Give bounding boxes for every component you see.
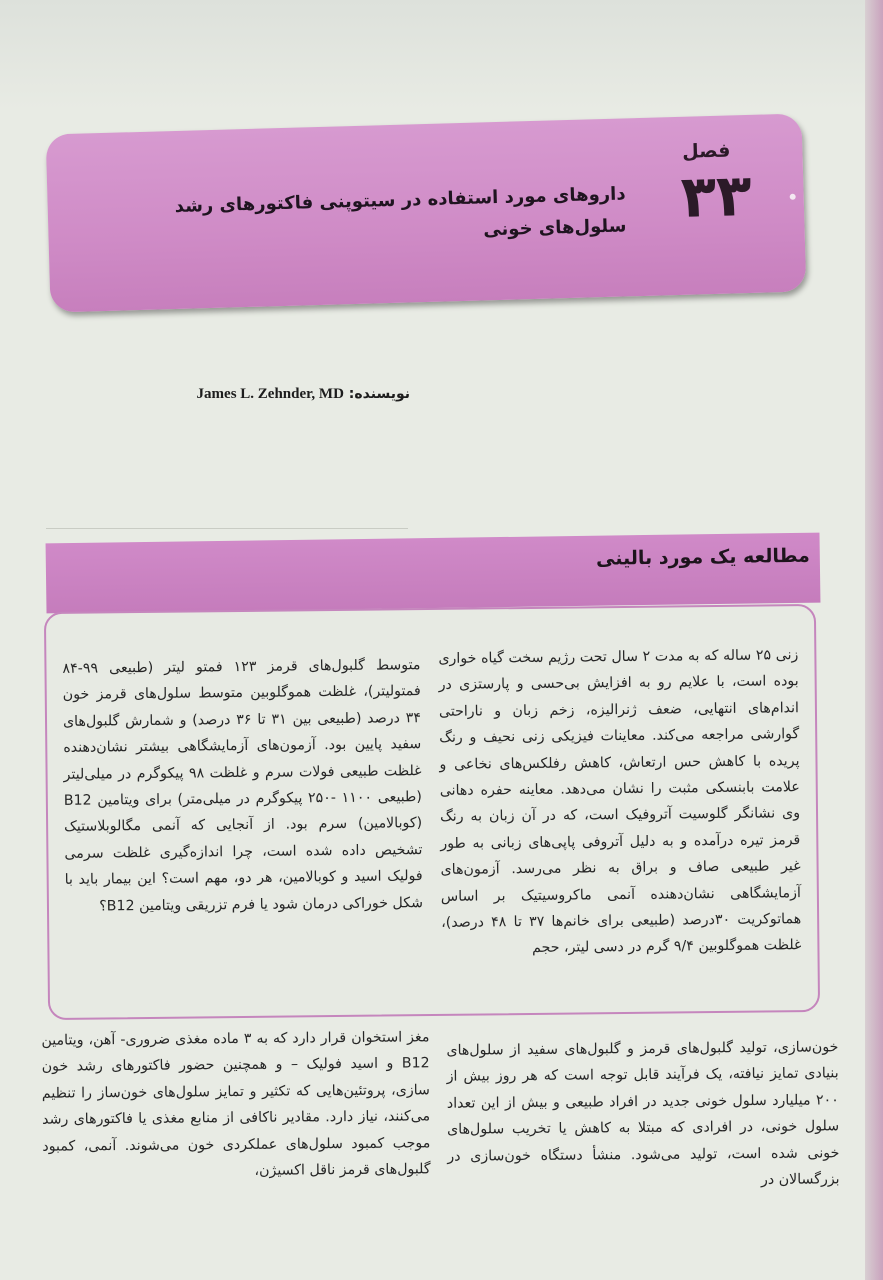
author-label: نویسنده: — [348, 386, 410, 402]
page-edge — [865, 0, 883, 1280]
divider — [46, 528, 408, 529]
case-study-box — [44, 604, 820, 1020]
case-study-text-right: زنی ۲۵ ساله که به مدت ۲ سال تحت رژیم سخت گیاه خواری بوده است، با علایم رو به افزایش بی‌حسی و پارستزی در اندام‌های انتهایی، ضعف ژنرالیزه، زخم زبان و ناراحتی گوارشی مراجعه می‌کند. معاینات فیزیکی زنی نحیف و رنگ پریده با کاهش حس ارتعاش، کاهش رفلکس‌های نخاعی و علامت بابنسکی مثبت را نشان می‌دهد. معاینه حفره دهانی وی نشانگر گلوسیت آتروفیک است، که در آن زبان به رنگ قرمز تیره درآمده و به دلیل آتروفی پاپی‌های زبانی به طور غیر طبیعی صاف و براق به نظر می‌رسد. آزمون‌های آزمایشگاهی نشان‌دهنده آنمی ماکروسیتیک بر اساس هماتوکریت ۳۰درصد (طبیعی برای خانم‌ها ۳۷ تا ۴۸ درصد)، غلظت هموگلوبین ۹/۴ گرم در دسی لیتر، حجم — [438, 647, 802, 957]
case-study-left-column — [62, 652, 423, 920]
chapter-title: داروهای مورد استفاده در سیتوپنی فاکتورهای رشد سلول‌های خونی — [174, 183, 627, 241]
case-study-text-left: متوسط گلبول‌های قرمز ۱۲۳ فمتو لیتر (طبیعی ۹۹-۸۴ فمتولیتر)، غلظت هموگلوبین متوسط سلول‌های قرمز خون ۳۴ درصد (طبیعی بین ۳۱ تا ۳۶ درصد) و شمارش گلبول‌های سفید پایین بود. آزمون‌های آزمایشگاهی بیشتر نشان‌دهنده غلظت طبیعی فولات سرم و غلظت ۹۸ پیکوگرم در میلی‌لیتر (طبیعی ۱۱۰۰ -۲۵۰ پیکوگرم در میلی‌متر) برای ویتامین B12 (کوبالامین) سرم بود. از آنجایی که آنمی مگالوبلاستیک تشخیص داده شده است، چرا اندازه‌گیری غلظت سرمی فولیک اسید و کوبالامین، هر دو، مهم است؟ این بیمار باید با شکل خوراکی درمان شود یا فرم تزریقی ویتامین B12؟ — [62, 657, 424, 915]
body-text-left: مغز استخوان قرار دارد که به ۳ ماده مغذی ضروری- آهن، ویتامین B12 و اسید فولیک – و همچنین حضور فاکتورهای رشد خون سازی، پروتئین‌هایی که تکثیر و تمایز سلول‌های خون‌ساز را تنظیم می‌کنند، نیاز دارد. مقادیر ناکافی از منابع مغذی یا فاکتورهای رشد موجب کمبود سلول‌های عملکردی خون می‌شوند. آنمی، کمبود گلبول‌های قرمز ناقل اکسیژن، — [41, 1029, 431, 1179]
case-study-right-column — [438, 642, 801, 963]
chapter-banner — [46, 113, 807, 312]
author-line — [170, 386, 410, 403]
body-right-column — [446, 1034, 839, 1196]
case-study-header — [46, 533, 821, 614]
banner-dot — [790, 194, 796, 200]
author-name: James L. Zehnder, MD — [196, 386, 344, 402]
chapter-number: ۳۳ — [679, 160, 753, 231]
case-study-title: مطالعه یک مورد بالینی — [595, 544, 810, 570]
body-text-right: خون‌سازی، تولید گلبول‌های قرمز و گلبول‌های سفید از سلول‌های بنیادی تمایز نیافته، یک فرآیند قابل توجه است که هر روز بیش از ۲۰۰ میلیارد سلول خونی جدید در افراد طبیعی و بیش از این تعداد سلول خونی، در افرادی که مبتلا به کاهش یا تخریب سلول‌های خونی شده است، تولید می‌شود. منشأ دستگاه خون‌سازی در بزرگسالان در — [446, 1039, 840, 1189]
chapter-label: فصل — [681, 139, 731, 163]
body-left-column — [41, 1024, 430, 1186]
page-top-shade — [0, 0, 865, 110]
